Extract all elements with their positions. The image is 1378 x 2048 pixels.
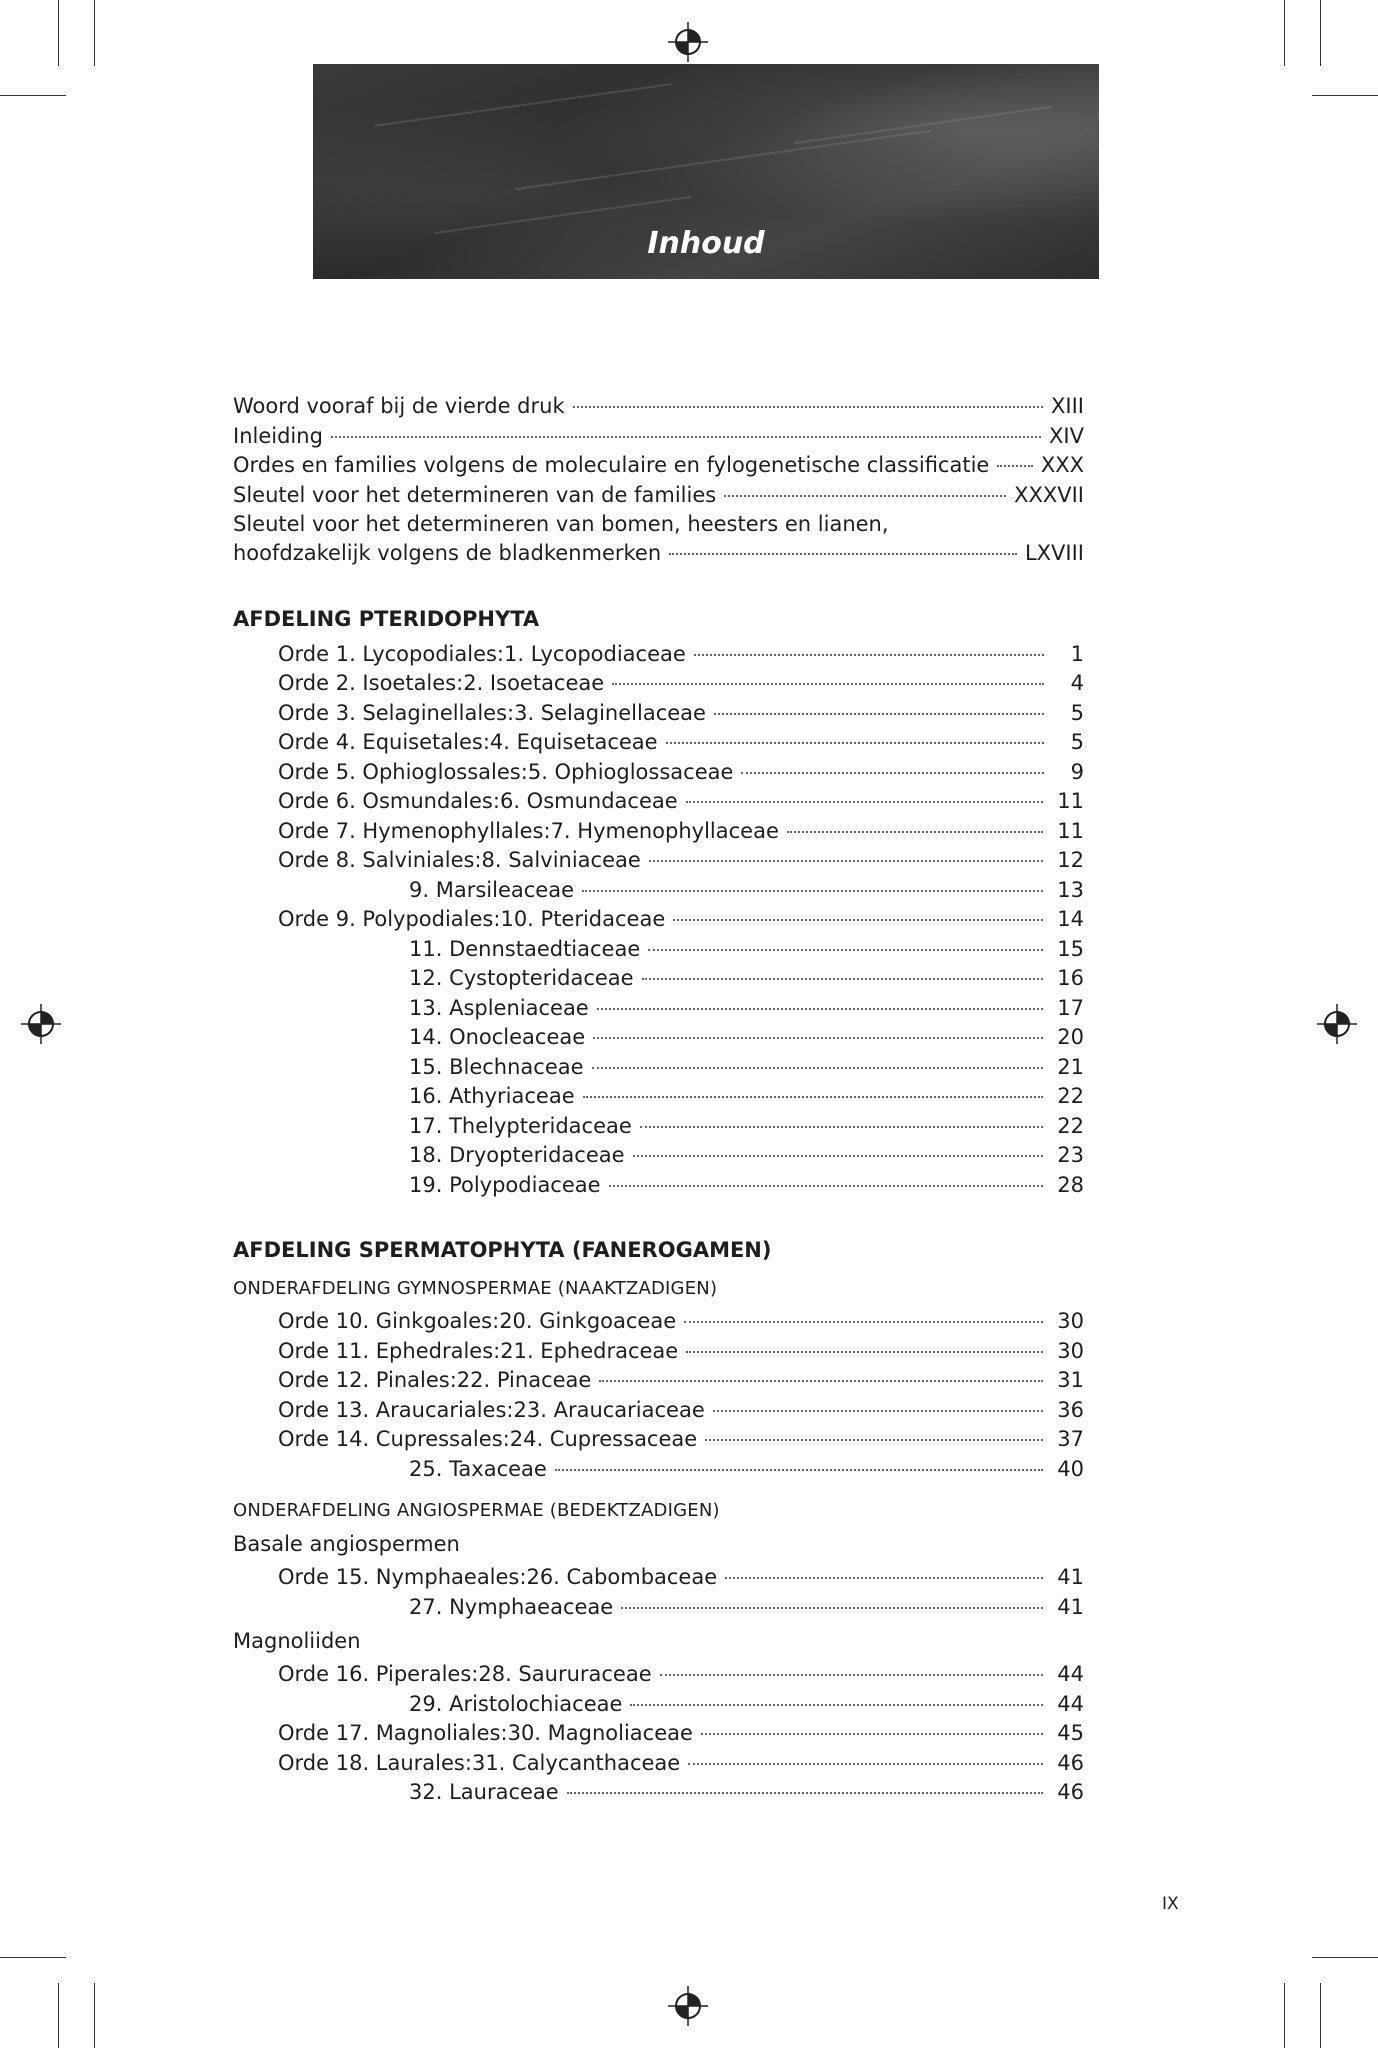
table-of-contents (233, 392, 1084, 1808)
dot-leader (597, 1008, 1044, 1010)
dot-leader (725, 1577, 1043, 1579)
toc-entry[interactable] (233, 1425, 1084, 1455)
group-label: Magnoliiden (233, 1629, 361, 1653)
dot-leader (640, 1126, 1043, 1128)
toc-entry-name: 17. Thelypteridaceae (409, 1113, 632, 1138)
toc-entry-page: 5 (1070, 730, 1084, 754)
basale-list (233, 1563, 1084, 1622)
dot-leader (583, 1096, 1044, 1098)
dot-leader (648, 949, 1043, 951)
toc-entry[interactable]: Woord vooraf bij de vierde druk XIII (233, 394, 1084, 418)
toc-entry[interactable] (233, 1455, 1084, 1485)
toc-entry-page: 5 (1070, 700, 1084, 725)
toc-entry[interactable]: Inleiding XIV (233, 423, 1084, 448)
toc-entry-page: 11 (1057, 818, 1084, 843)
dot-leader (593, 1037, 1043, 1039)
section-heading: AFDELING PTERIDOPHYTA (233, 606, 540, 631)
registration-mark-icon (668, 1986, 708, 2026)
toc-entry[interactable] (233, 935, 1084, 965)
dot-leader (621, 1607, 1043, 1609)
toc-entry-page: 20 (1057, 1025, 1084, 1049)
toc-entry-name: 28. Saururaceae (478, 1662, 652, 1686)
toc-entry-page: 13 (1057, 877, 1084, 902)
toc-entry-page: 11 (1057, 789, 1084, 813)
toc-entry-page: 21 (1057, 1054, 1084, 1079)
toc-entry[interactable] (233, 1719, 1084, 1749)
toc-entry[interactable]: Ordes en families volgens de moleculaire en fylogenetische classificatie XXX (233, 453, 1084, 477)
toc-entry-name: 22. Pinaceae (456, 1368, 592, 1392)
pteridophyta-list (233, 640, 1084, 1201)
dot-leader (567, 1792, 1044, 1794)
toc-entry-name: 6. Osmundaceae (499, 789, 678, 813)
dot-leader (694, 654, 1044, 656)
toc-entry-name: 1. Lycopodiaceae (504, 641, 686, 666)
page-title: Inhoud (647, 226, 765, 261)
toc-entry-orde: Orde 11. Ephedrales: (278, 1338, 501, 1363)
toc-entry-page: 30 (1057, 1338, 1084, 1363)
dot-leader (642, 978, 1044, 980)
toc-entry[interactable] (233, 876, 1084, 906)
toc-entry-page: 4 (1070, 671, 1084, 695)
toc-entry-orde: Orde 5. Ophioglossales: (278, 759, 528, 784)
toc-entry[interactable] (233, 1307, 1084, 1337)
crop-mark (1312, 95, 1378, 96)
toc-entry[interactable]: Sleutel voor het determineren van de families XXXVII (233, 482, 1084, 507)
toc-entry-name: 21. Ephedraceae (500, 1338, 679, 1363)
toc-entry-page: 12 (1057, 848, 1084, 872)
toc-entry-page: 40 (1057, 1456, 1084, 1481)
toc-entry-page: 16 (1057, 966, 1084, 990)
toc-entry-name: 15. Blechnaceae (409, 1054, 584, 1079)
toc-entry[interactable] (233, 1690, 1084, 1720)
dot-leader (701, 1733, 1043, 1735)
toc-entry-orde: Orde 15. Nymphaeales: (278, 1565, 527, 1589)
gymnospermae-list (233, 1307, 1084, 1484)
toc-entry-orde: Orde 12. Pinales: (278, 1368, 457, 1392)
registration-mark-icon (1317, 1004, 1357, 1044)
dot-leader (686, 801, 1044, 803)
toc-entry-name: 13. Aspleniaceae (409, 995, 589, 1020)
toc-entry-orde: Orde 10. Ginkgoales: (278, 1309, 500, 1333)
toc-entry[interactable] (233, 699, 1084, 729)
toc-entry-name: 10. Pteridaceae (500, 907, 666, 931)
toc-entry-name: 7. Hymenophyllaceae (550, 818, 779, 843)
toc-entry-page: 45 (1057, 1721, 1084, 1745)
dot-leader (555, 1469, 1043, 1471)
dot-leader (684, 1321, 1043, 1323)
dot-leader (592, 1067, 1044, 1069)
toc-entry-name: 32. Lauraceae (409, 1780, 559, 1804)
group-label: Basale angiospermen (233, 1532, 460, 1556)
toc-entry[interactable] (233, 1141, 1084, 1171)
toc-entry[interactable] (233, 1112, 1084, 1142)
toc-entry-orde: Orde 13. Araucariales: (278, 1397, 514, 1422)
dot-leader (630, 1704, 1043, 1706)
toc-entry[interactable] (233, 1366, 1084, 1396)
toc-entry[interactable]: hoofdzakelijk volgens de bladkenmerken LXVIII (233, 541, 1084, 565)
toc-entry-orde: Orde 2. Isoetales: (278, 671, 464, 695)
toc-entry-name: 30. Magnoliaceae (507, 1721, 693, 1745)
toc-entry-orde: Orde 8. Salviniales: (278, 848, 482, 872)
toc-entry-name: 19. Polypodiaceae (409, 1172, 601, 1197)
toc-entry[interactable] (233, 1660, 1084, 1690)
registration-mark-icon (668, 22, 708, 62)
crop-mark (94, 0, 95, 66)
toc-entry[interactable] (233, 846, 1084, 876)
toc-entry-name: 26. Cabombaceae (526, 1565, 718, 1589)
toc-entry-name: 23. Araucariaceae (513, 1397, 705, 1422)
crop-mark (94, 1983, 95, 2048)
toc-entry-orde: Orde 17. Magnoliales: (278, 1721, 508, 1745)
toc-entry[interactable] (233, 669, 1084, 699)
dot-leader (609, 1185, 1044, 1187)
toc-entry[interactable] (233, 1396, 1084, 1426)
dot-leader (666, 742, 1044, 744)
dot-leader (660, 1674, 1044, 1676)
toc-entry-page: 46 (1057, 1780, 1084, 1804)
toc-entry[interactable] (233, 640, 1084, 670)
toc-entry-orde: Orde 4. Equisetales: (278, 730, 490, 754)
toc-entry[interactable] (233, 994, 1084, 1024)
toc-entry[interactable] (233, 787, 1084, 817)
dot-leader (741, 772, 1044, 774)
toc-entry-name: 2. Isoetaceae (463, 671, 605, 695)
toc-entry[interactable] (233, 1563, 1084, 1593)
crop-mark (1312, 1957, 1378, 1958)
crop-mark (1320, 1983, 1321, 2048)
toc-entry[interactable] (233, 1337, 1084, 1367)
toc-entry-orde: Orde 14. Cupressales: (278, 1427, 510, 1451)
toc-entry-page: 28 (1057, 1172, 1084, 1197)
toc-entry-orde: Orde 7. Hymenophyllales: (278, 818, 551, 843)
toc-entry-page: 17 (1057, 995, 1084, 1020)
toc-entry-name: 24. Cupressaceae (509, 1427, 698, 1451)
toc-entry-name: 5. Ophioglossaceae (527, 759, 734, 784)
toc-entry[interactable] (233, 905, 1084, 935)
toc-entry-name: 11. Dennstaedtiaceae (409, 936, 641, 961)
toc-entry[interactable] (233, 758, 1084, 788)
subsection-heading: ONDERAFDELING GYMNOSPERMAE (NAAKTZADIGEN) (233, 1278, 718, 1299)
toc-entry-name: 18. Dryopteridaceae (409, 1143, 625, 1167)
toc-entry-page: 41 (1057, 1594, 1084, 1619)
magnoliiden-list (233, 1660, 1084, 1808)
toc-entry-name: 31. Calycanthaceae (471, 1750, 681, 1775)
toc-entry-name: 25. Taxaceae (409, 1456, 547, 1481)
toc-entry-page: 22 (1057, 1084, 1084, 1108)
dot-leader (705, 1439, 1043, 1441)
crop-mark (58, 0, 59, 66)
toc-entry-orde: Orde 6. Osmundales: (278, 789, 500, 813)
toc-entry-name: 27. Nymphaeaceae (409, 1594, 614, 1619)
toc-entry-name: 8. Salviniaceae (481, 848, 641, 872)
toc-entry[interactable] (233, 1171, 1084, 1201)
toc-entry-page: 9 (1070, 759, 1084, 784)
toc-entry-name: 4. Equisetaceae (489, 730, 658, 754)
toc-entry-name: 20. Ginkgoaceae (499, 1309, 677, 1333)
toc-entry-page: 44 (1057, 1691, 1084, 1716)
toc-entry[interactable] (233, 817, 1084, 847)
crop-mark (1284, 0, 1285, 66)
page-number: IX (1162, 1894, 1179, 1914)
toc-entry[interactable] (233, 1749, 1084, 1779)
toc-entry[interactable] (233, 964, 1084, 994)
header-banner (313, 64, 1099, 279)
dot-leader (649, 860, 1043, 862)
toc-entry-page: 22 (1057, 1113, 1084, 1138)
toc-entry[interactable] (233, 1778, 1084, 1808)
dot-leader (714, 713, 1044, 715)
dot-leader (713, 1410, 1044, 1412)
crop-mark (1320, 0, 1321, 66)
toc-entry-page: 30 (1057, 1309, 1084, 1333)
toc-entry-orde: Orde 9. Polypodiales: (278, 907, 501, 931)
toc-entry-page: 46 (1057, 1750, 1084, 1775)
toc-entry[interactable] (233, 728, 1084, 758)
toc-entry-name: 14. Onocleaceae (409, 1025, 586, 1049)
toc-entry[interactable] (233, 1023, 1084, 1053)
dot-leader (582, 890, 1043, 892)
toc-entry-page: 36 (1057, 1397, 1084, 1422)
toc-entry-page: 14 (1057, 907, 1084, 931)
crop-mark (1284, 1983, 1285, 2048)
toc-entry-orde: Orde 1. Lycopodiales: (278, 641, 505, 666)
toc-entry-page: 31 (1057, 1368, 1084, 1392)
dot-leader (686, 1351, 1043, 1353)
registration-mark-icon (21, 1004, 61, 1044)
dot-leader (612, 683, 1044, 685)
crop-mark (0, 1957, 66, 1958)
toc-entry[interactable] (233, 1593, 1084, 1623)
toc-entry-page: 15 (1057, 936, 1084, 961)
toc-entry-page: 37 (1057, 1427, 1084, 1451)
toc-entry-name: 29. Aristolochiaceae (409, 1691, 623, 1716)
toc-entry[interactable] (233, 1053, 1084, 1083)
toc-entry-name: 16. Athyriaceae (409, 1084, 575, 1108)
toc-entry-orde: Orde 16. Piperales: (278, 1662, 479, 1686)
dot-leader (688, 1763, 1043, 1765)
toc-entry-orde: Orde 18. Laurales: (278, 1750, 472, 1775)
toc-entry-name: 12. Cystopteridaceae (409, 966, 634, 990)
toc-entry-page: 23 (1057, 1143, 1084, 1167)
dot-leader (633, 1155, 1044, 1157)
toc-entry-page: 1 (1070, 641, 1084, 666)
dot-leader (599, 1380, 1043, 1382)
toc-entry-orde: Orde 3. Selaginellales: (278, 700, 515, 725)
crop-mark (58, 1983, 59, 2048)
subsection-heading: ONDERAFDELING ANGIOSPERMAE (BEDEKTZADIGEN) (233, 1500, 720, 1521)
toc-entry-name: 3. Selaginellaceae (514, 700, 706, 725)
dot-leader (673, 919, 1043, 921)
toc-entry[interactable] (233, 1082, 1084, 1112)
toc-entry-page: 44 (1057, 1662, 1084, 1686)
dot-leader (787, 831, 1043, 833)
crop-mark (0, 95, 66, 96)
section-heading: AFDELING SPERMATOPHYTA (FANEROGAMEN) (233, 1238, 772, 1262)
toc-entry-name: 9. Marsileaceae (409, 877, 574, 902)
toc-entry-line: Sleutel voor het determineren van bomen, heesters en lianen, (233, 512, 889, 536)
toc-entry-page: 41 (1057, 1565, 1084, 1589)
